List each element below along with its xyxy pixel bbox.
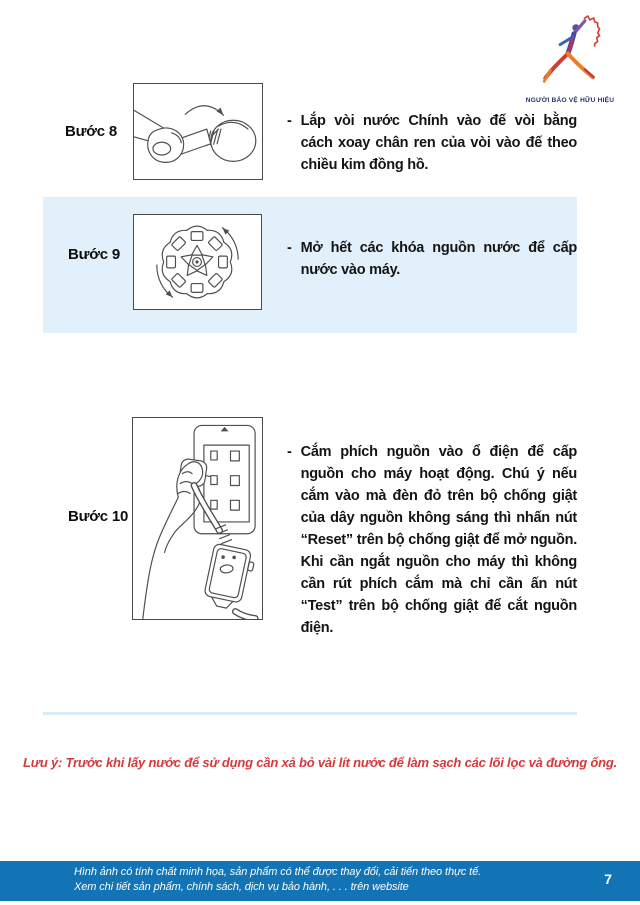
step8-text (287, 110, 577, 176)
step8-illustration (133, 83, 263, 180)
hand-plugging-outlet-icon (133, 418, 262, 619)
footer-bar (0, 861, 640, 901)
step10-illustration (132, 417, 263, 620)
footer-disclaimer (74, 865, 481, 895)
step10-label: Bước 10 (68, 508, 129, 525)
brand-logo (505, 12, 635, 104)
valve-wheel-icon (134, 215, 261, 309)
brand-slogan: NGƯỜI BẢO VỆ HỮU HIỆU (525, 97, 615, 104)
step8-instruction: Lắp vòi nước Chính vào đế vòi bằng cách xoay chân ren của vòi vào đế theo chiều kim đồng hồ. (300, 113, 577, 173)
section-divider (43, 712, 577, 715)
step9-label: Bước 9 (68, 246, 121, 263)
hand-screwing-faucet-icon (134, 84, 262, 179)
footer-line2: Xem chi tiết sản phẩm, chính sách, dịch vụ bảo hành, . . . trên website (74, 881, 409, 893)
footer-line1: Hình ảnh có tính chất minh họa, sản phẩm có thể được thay đổi, cải tiến theo thực tế. (74, 866, 482, 878)
page-number: 7 (604, 871, 612, 887)
step9-text (287, 237, 577, 281)
step10-text (287, 441, 577, 639)
bullet-dash: - (287, 113, 292, 129)
bullet-dash: - (287, 240, 292, 256)
step9-illustration (133, 214, 262, 310)
step10-instruction: Cắm phích nguồn vào ổ điện để cấp nguồn cho máy hoạt động. Chú ý nếu cắm vào mà đèn đỏ trên bộ chống giật của dây nguồn không sáng thì nhấn nút “Reset” trên bộ chống giật để mở nguồn. Khi cần ngắt nguồn cho máy thì không cần rút phích cắm mà chỉ cần ấn nút “Test” trên bộ chống giật để cắt nguồn điện. (300, 444, 577, 636)
step8-label: Bước 8 (65, 123, 118, 140)
bullet-dash: - (287, 444, 292, 460)
mascot-superhero-icon (538, 12, 602, 96)
step9-instruction: Mở hết các khóa nguồn nước để cấp nước vào máy. (300, 240, 577, 278)
caution-note: Lưu ý: Trước khi lấy nước để sử dụng cần xả bỏ vài lít nước để làm sạch các lõi lọc và đường ống. (23, 755, 617, 770)
